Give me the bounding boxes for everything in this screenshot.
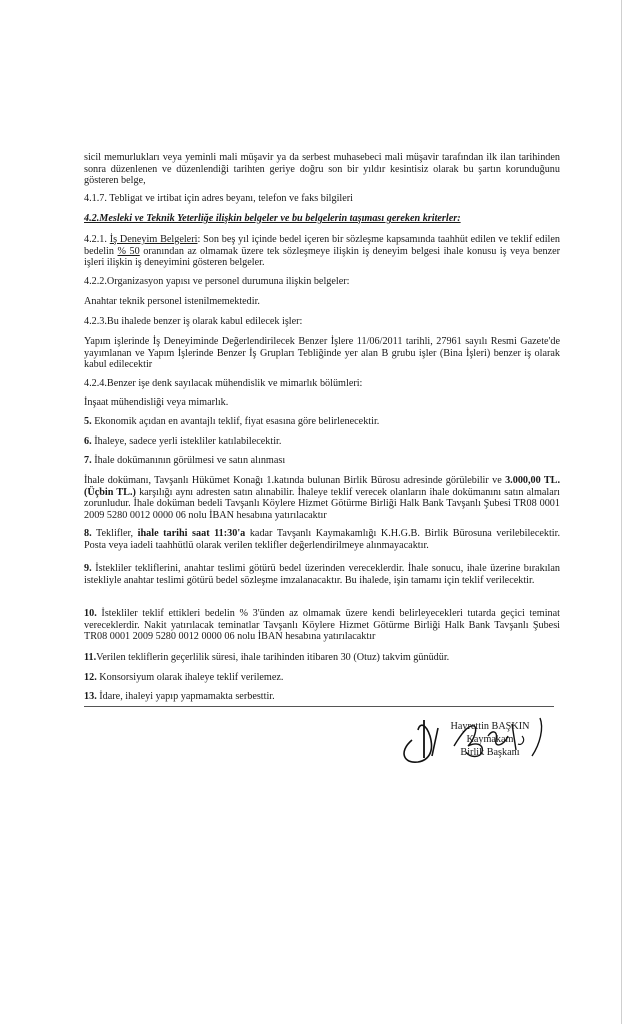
item-text: İhale dokümanının görülmesi ve satın alınması [94,455,286,466]
paragraph-4-2-4: 4.2.4.Benzer işe denk sayılacak mühendislik ve mimarlık bölümleri: [84,378,363,389]
item-text: İstekliler teklif ettikleri bedelin % 3'ünden az olmamak üzere kendi belirleyecekleri tutarda geçici teminat vereceklerdir. Nakit yatırılacak teminatlar Tavşanlı Köylere Hizmet Götürme Birliği Halk Bank Tavşanlı Şubesi TR08 0001 2009 5280 0012 0000 06 nolu İBAN hesabına yatırılacaktır [84,608,561,643]
item-11 [84,652,560,664]
item-number: 11. [84,652,97,663]
item-text: Ekonomik açıdan en avantajlı teklif, fiyat esasına göre belirlenecektir. [94,416,380,427]
text-part: İhale dokümanı, Tavşanlı Hükümet Konağı 1.katında bulunan Birlik Bürosu adresinde görülebilir ve [84,475,502,486]
item-12 [84,672,560,684]
paragraph-4-1-7: 4.1.7. Tebligat ve irtibat için adres beyanı, telefon ve faks bilgileri [84,193,353,204]
label-is-deneyim: İş Deneyim Belgeleri [109,234,198,245]
item-number: 4.2.1. [84,234,107,245]
item-text: İstekliler tekliflerini, anahtar teslimi götürü bedel üzerinden vereceklerdir. İhale sonucu, ihale üzerine bırakılan istekliyle anahtar teslimi götürü bedel sözleşme imzalanacaktır. Bu ihalede, işin tamamı için teklif verilecektir. [84,563,561,586]
item-text: İhaleye, sadece yerli istekliler katılabilecektir. [94,436,282,447]
item-text: Konsorsiyum olarak ihaleye teklif verilemez. [99,672,284,683]
paragraph-sicil: sicil memurlukları veya yeminli mali müşavir ya da serbest muhasebeci mali müşavir tarafından ilk ilan tarihinden sonra düzenlenen ve düzenlendiği tarihten geriye doğru son bir yıldır kesintisiz olarak bu şartın korunduğunu gösteren belge, [84,152,560,187]
item-7 [84,455,560,467]
text-part: oranından az olmamak üzere tek sözleşmeye ilişkin iş deneyim belgesi ihale konusu iş veya benzer işleri ilişkin iş deneyimini gösteren belgeler. [84,245,561,269]
item-8 [84,528,560,551]
item-text: İdare, ihaleyi yapıp yapmamakta serbesttir. [99,691,275,702]
paragraph-4-2-4-detail: İnşaat mühendisliği veya mimarlık. [84,397,229,408]
item-number: 13. [84,691,97,702]
signatory-name: Hayrettin BAŞKIN [450,721,530,732]
paragraph-4-2-2-detail: Anahtar teknik personel istenilmemektedir. [84,296,260,307]
item-text: Verilen tekliflerin geçerlilik süresi, ihale tarihinden itibaren 30 (Otuz) takvim günüdür. [96,652,450,663]
item-number: 10. [84,608,97,619]
item-number: 6. [84,436,92,447]
paragraph-4-2-1 [84,234,560,269]
item-number: 9. [84,563,92,574]
text-part: kadar Tavşanlı Kaymakamlığı K.H.G.B. Birlik Bürosuna verilebilecektir. Posta veya iadeli taahhütlü olarak verilen teklifler değerlendirilmeye alınmayacaktır. [84,528,561,551]
section-heading-4-2: 4.2.Mesleki ve Teknik Yeterliğe ilişkin belgeler ve bu belgelerin taşıması gereken kriterler: [84,213,461,224]
signature-block [430,720,550,759]
item-number: 12. [84,672,97,683]
signatory-title: Kaymakam [466,734,514,745]
paragraph-4-2-3: 4.2.3.Bu ihalede benzer iş olarak kabul edilecek işler: [84,316,303,327]
deadline: ihale tarihi saat 11:30'a [137,528,246,539]
paragraph-4-2-3-detail: Yapım işlerinde İş Deneyiminde Değerlendirilecek Benzer İşlere 11/06/2011 tarihli, 27961 sayılı Resmi Gazete'de yayımlanan ve Yapım İşlerinde Benzer İş Grupları Tebliğinde yer alan B grubu işler (Bina İşleri) benzer iş olarak kabul edilecektir [84,336,560,371]
item-7-detail [84,475,560,521]
item-6 [84,436,560,448]
text-part: Teklifler, [96,528,134,539]
paragraph-4-2-2: 4.2.2.Organizasyon yapısı ve personel durumuna ilişkin belgeler: [84,276,350,287]
item-10 [84,608,560,643]
document-fee: 3.000,00 TL. (Üçbin TL.) [84,475,561,498]
text-part: : Son beş yıl içinde bedel içeren bir sözleşme kapsamında taahhüt edilen ve teklif edilen bedelin [84,234,560,257]
item-number: 8. [84,528,92,539]
item-5 [84,416,560,428]
item-9 [84,563,560,586]
percentage: % 50 [117,245,140,257]
signatory-role: Birlik Başkanı [460,747,520,758]
text-part: karşılığı aynı adresten satın alınabilir. İhaleye teklif verecek olanların ihale dokümanını satın almaları zorunludur. İhale doküman bedeli Tavşanlı Köylere Hizmet Götürme Birliği Halk Bank Tavşanlı Şubesi TR08 0001 2009 5280 0012 0000 06 nolu İBAN hesabına yatırılacaktır [84,486,560,521]
item-13 [84,691,560,703]
item-number: 5. [84,416,92,427]
item-number: 7. [84,455,92,466]
